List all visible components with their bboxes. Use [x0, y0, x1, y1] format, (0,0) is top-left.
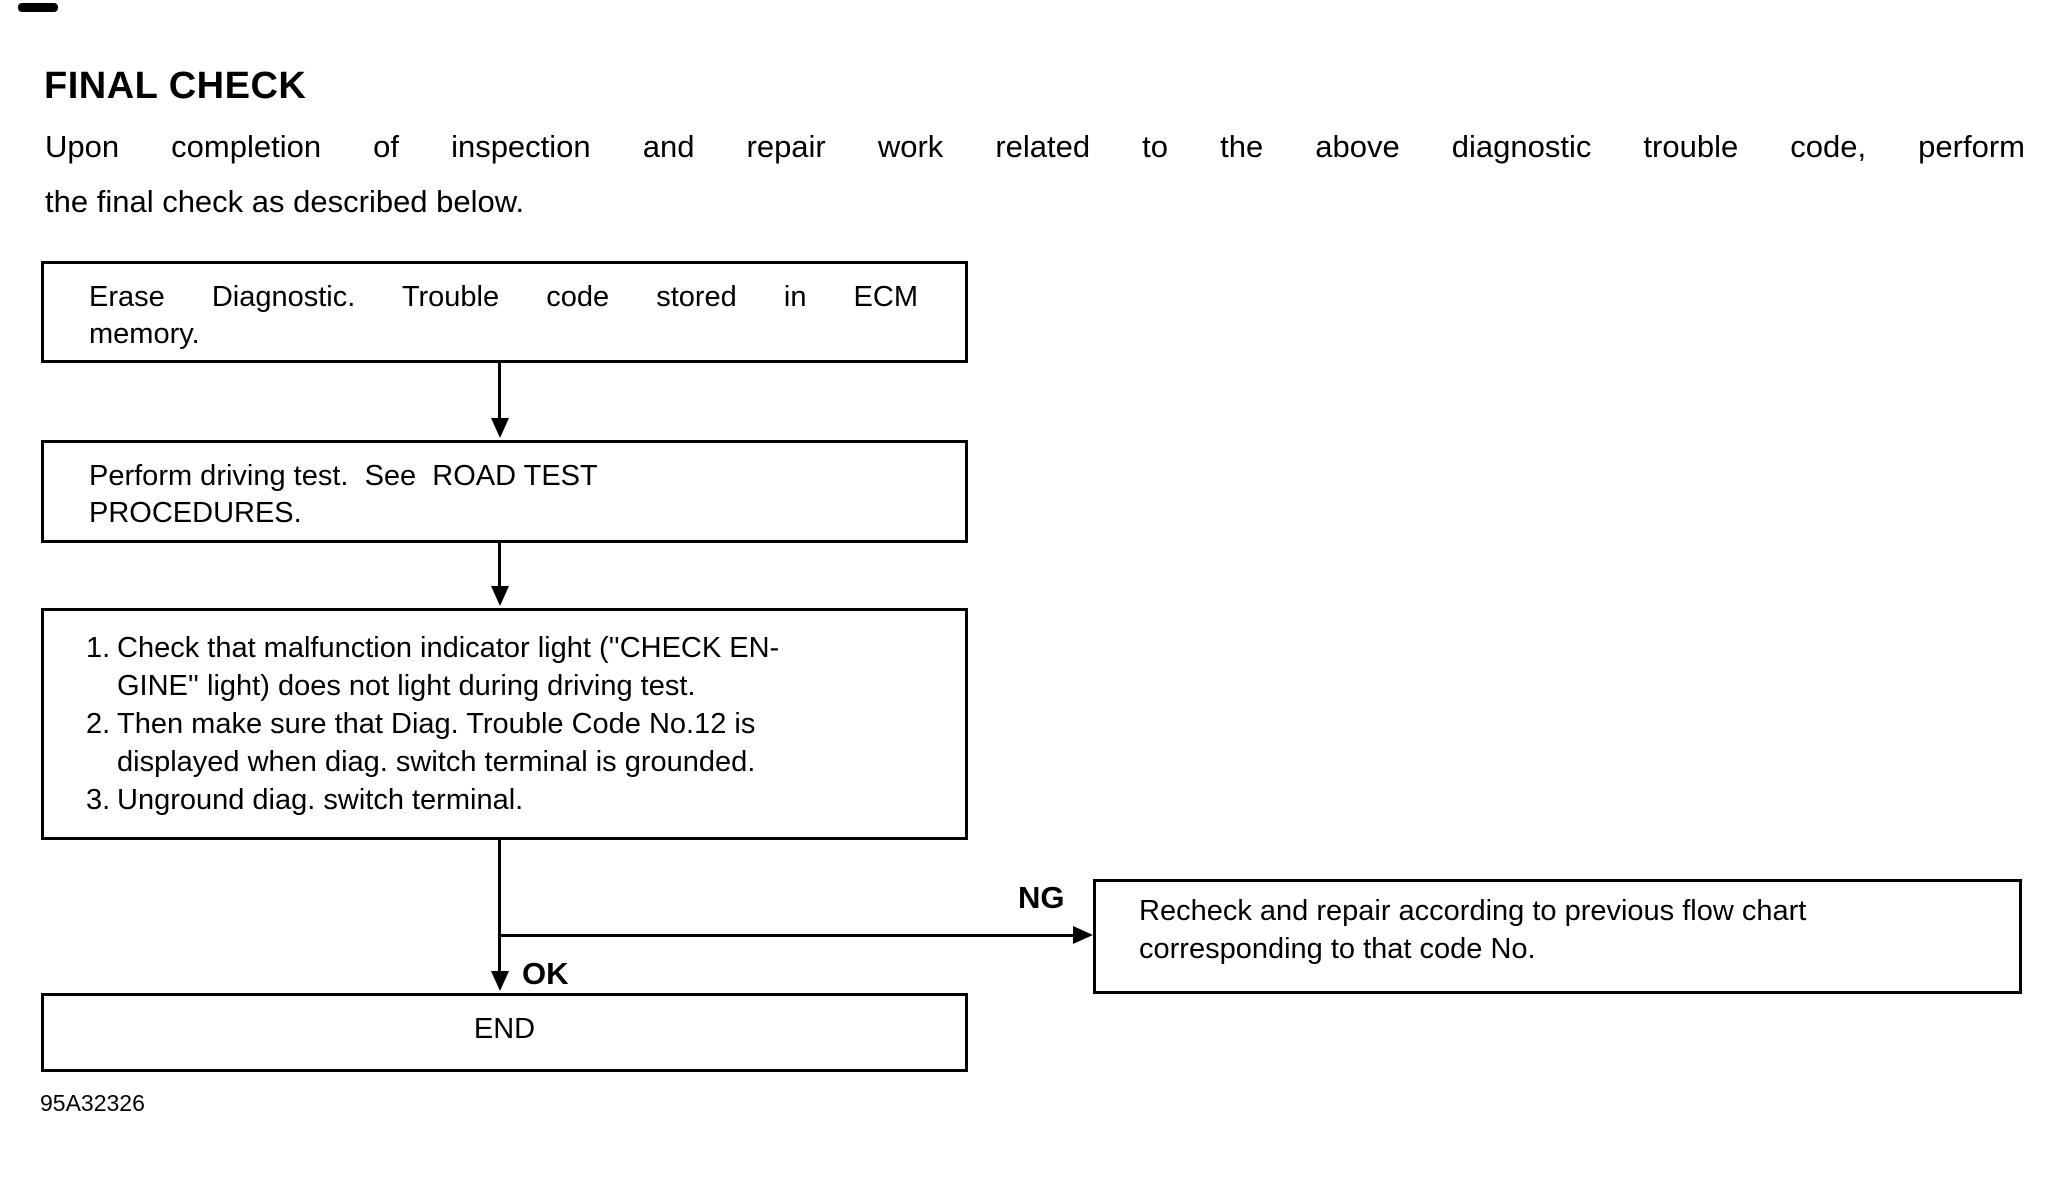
flow-box-recheck: [1093, 879, 2022, 994]
flow-box-end: [41, 993, 968, 1072]
step-number: 1.: [86, 632, 111, 664]
flow-box-driving-test: [41, 440, 968, 543]
connector-line-vertical-3: [498, 839, 501, 973]
step-number: 2.: [86, 708, 111, 740]
step-text: Then make sure that Diag. Trouble Code No.12 is: [117, 708, 756, 740]
figure-code: 95A32326: [40, 1090, 145, 1116]
box-line: corresponding to that code No.: [1139, 933, 1536, 965]
step-number: 3.: [86, 784, 111, 816]
box-line: memory.: [89, 318, 200, 350]
arrowhead-down-icon: [491, 418, 509, 438]
box-line: Erase Diagnostic. Trouble code stored in ECM: [89, 281, 918, 313]
scan-artifact: [18, 3, 58, 12]
arrowhead-down-icon: [491, 586, 509, 606]
branch-label-ok: OK: [522, 956, 569, 991]
step-line: [86, 705, 935, 743]
page-title: FINAL CHECK: [44, 65, 307, 107]
box-line: Perform driving test. See ROAD TEST: [89, 460, 598, 492]
step-text: Unground diag. switch terminal.: [117, 784, 524, 816]
step-line: [86, 781, 935, 819]
flow-box-erase-code: [41, 261, 968, 363]
step-line-continuation: GINE'' light) does not light during driving test.: [117, 670, 696, 702]
arrowhead-down-icon: [491, 971, 509, 991]
connector-line-vertical-2: [498, 542, 501, 588]
step-line: [86, 629, 935, 667]
end-label: END: [473, 1013, 536, 1045]
connector-line-horizontal-ng: [498, 934, 1075, 937]
box-line: PROCEDURES.: [89, 497, 302, 529]
intro-line-1: Upon completion of inspection and repair work related to the above diagnostic trouble code, perform: [45, 129, 2025, 164]
arrowhead-right-icon: [1073, 926, 1093, 944]
step-line-continuation: displayed when diag. switch terminal is grounded.: [117, 746, 756, 778]
step-text: Check that malfunction indicator light (''CHECK EN-: [117, 632, 780, 664]
connector-line-vertical-1: [498, 362, 501, 420]
intro-line-2: the final check as described below.: [45, 184, 525, 219]
intro-paragraph: [45, 119, 2025, 229]
box-line: Recheck and repair according to previous flow chart: [1139, 895, 1807, 927]
branch-label-ng: NG: [1018, 880, 1065, 915]
flow-box-check-steps: [41, 608, 968, 840]
